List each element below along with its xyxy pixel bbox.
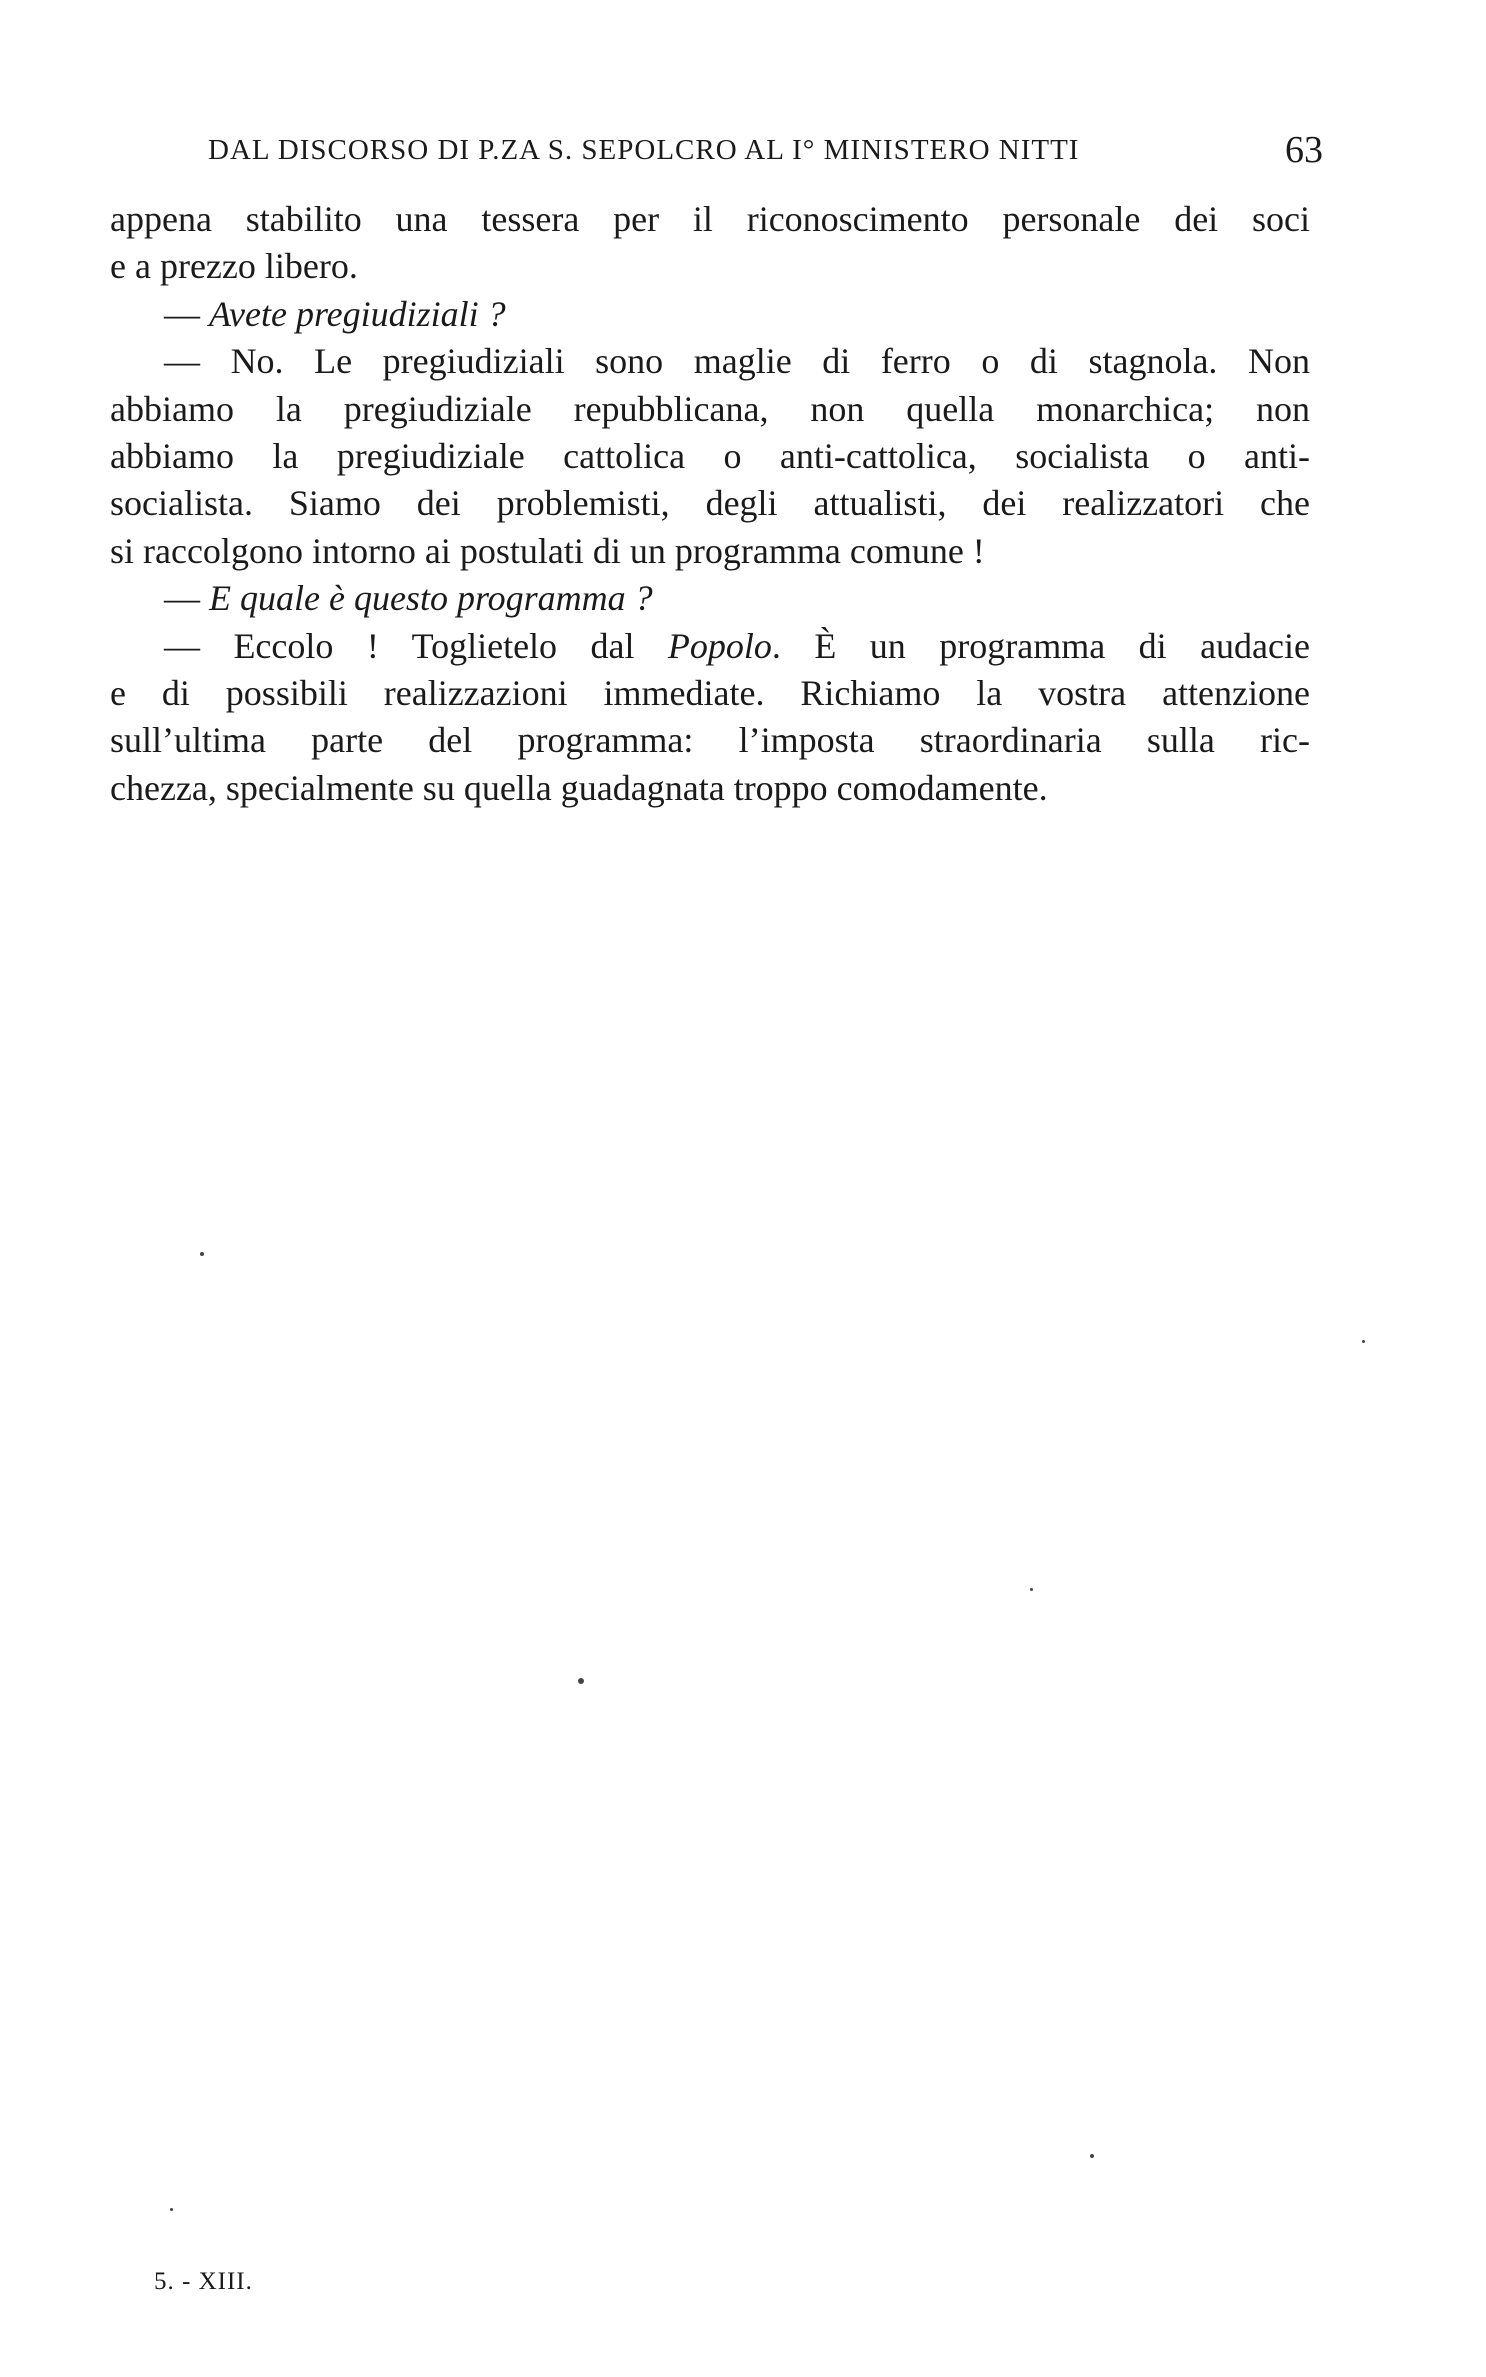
text-line: sull’ultima parte del programma: l’imposta straordinaria sulla ric- — [110, 720, 1310, 761]
text-line: appena stabilito una tessera per il riconoscimento personale dei soci — [110, 199, 1310, 239]
text-line: socialista. Siamo dei problemisti, degli attualisti, dei realizzatori che — [110, 483, 1310, 524]
dialogue-dash: — — [164, 578, 209, 619]
scan-speck — [1030, 1588, 1033, 1591]
footer-signature: 5. - XIII. — [154, 2268, 253, 2295]
text-line: abbiamo la pregiudiziale repubblicana, non quella monarchica; non — [110, 388, 1310, 429]
scan-speck — [1090, 2154, 1094, 2158]
running-title: DAL DISCORSO DI P.ZA S. SEPOLCRO AL I° MINISTERO NITTI — [208, 134, 1080, 166]
dialogue-question-line — [110, 575, 1310, 622]
dialogue-question-line — [110, 291, 1310, 338]
dialogue-dash: — — [164, 293, 209, 334]
scan-speck — [170, 2208, 173, 2211]
body-text — [110, 196, 1310, 812]
italic-question: Avete pregiudiziali ? — [209, 293, 506, 334]
italic-question: E quale è questo programma ? — [209, 578, 653, 619]
text-line: abbiamo la pregiudiziale cattolica o anti-cattolica, socialista o anti- — [110, 435, 1310, 476]
text-line: — No. Le pregiudiziali sono maglie di ferro o di stagnola. Non — [164, 341, 1310, 382]
page-number: 63 — [1285, 129, 1323, 171]
scan-speck — [578, 1678, 584, 1684]
running-head — [208, 128, 1323, 178]
scan-speck — [1362, 1340, 1365, 1343]
newspaper-title: Popolo — [667, 625, 772, 666]
text-line: si raccolgono intorno ai postulati di un programma comune ! — [110, 530, 985, 571]
text-line — [110, 623, 1310, 670]
text-fragment: . È un programma di audacie — [771, 625, 1310, 666]
text-fragment: — Eccolo ! Toglietelo dal — [164, 625, 668, 666]
text-line: chezza, specialmente su quella guadagnata troppo comodamente. — [110, 767, 1048, 808]
scan-speck — [200, 1252, 204, 1256]
text-line: e a prezzo libero. — [110, 246, 358, 287]
text-line: e di possibili realizzazioni immediate. Richiamo la vostra attenzione — [110, 672, 1310, 713]
